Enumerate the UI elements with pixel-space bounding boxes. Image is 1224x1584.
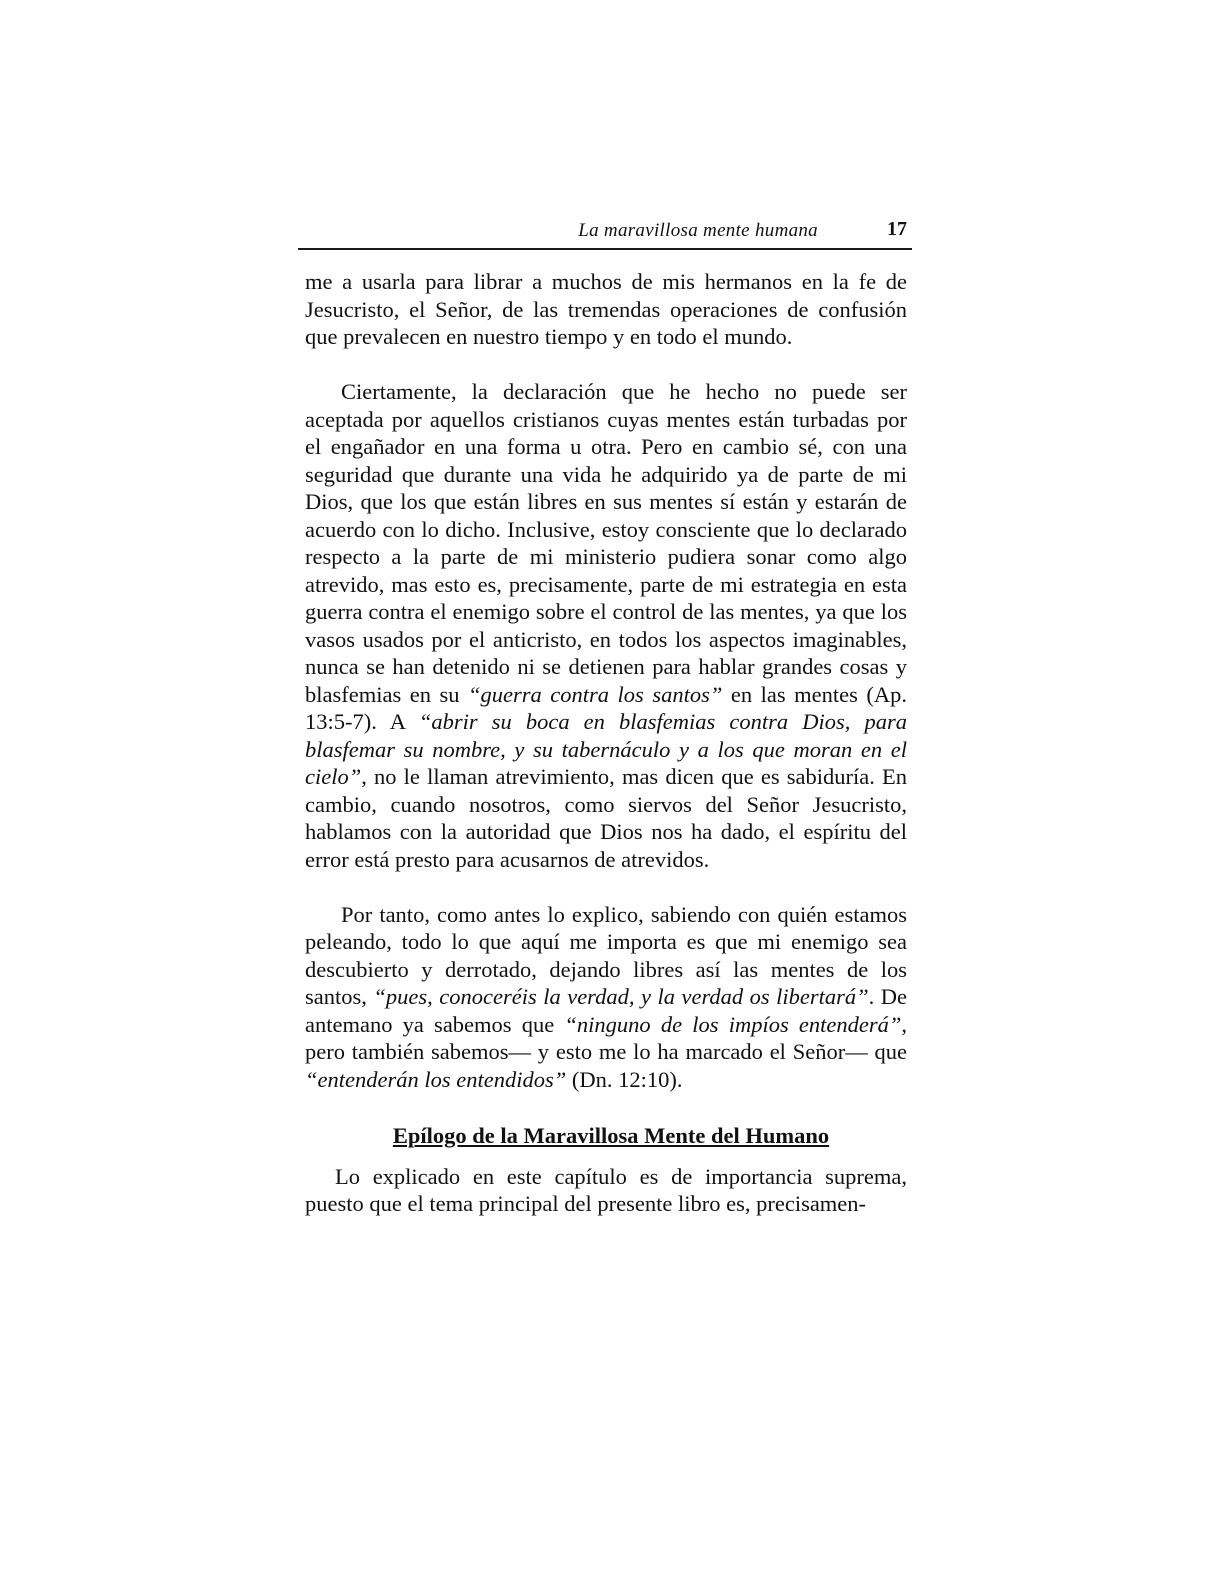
paragraph-text: me a usarla para librar a muchos de mis hermanos en la fe de Jesucristo, el Señor, de las tremendas operaciones de confusión que prevalecen en nuestro tiempo y en todo el mundo. — [305, 269, 907, 349]
paragraph-text: Por tanto, como antes lo explico, sabiendo con quién estamos peleando, todo lo que aquí me importa es que mi enemigo sea descubierto y derrotado, dejando libres así las mentes de los santos, — [305, 901, 907, 1009]
section-heading: Epílogo de la Maravillosa Mente del Humano — [392, 1122, 830, 1148]
paragraph-text: Lo explicado en este capítulo es de importancia suprema, puesto que el tema principal del presente libro es, precisamen- — [305, 1163, 907, 1216]
paragraph-text: , no le llaman atrevimiento, mas dicen que es sabiduría. En cambio, cuando nosotros, como siervos del Señor Jesucristo, hablamos con la autoridad que Dios nos ha dado, el espíritu del error está presto para acusarnos de atrevidos. — [305, 764, 907, 872]
paragraph-continued — [305, 268, 907, 351]
paragraph-text: . De antemano ya sabemos que — [305, 984, 907, 1037]
text-column — [305, 268, 907, 1218]
paragraph-ciertamente — [305, 378, 907, 873]
page-number: 17 — [887, 218, 907, 240]
paragraph-text: (Dn. 12:10). — [566, 1066, 683, 1092]
paragraph-text: , pero también sabemos— y esto me lo ha marcado el Señor— que — [305, 1011, 908, 1064]
quote-text: “entenderán los entendidos” — [305, 1066, 567, 1092]
page-header — [298, 218, 912, 250]
running-title: La maravillosa mente humana — [578, 220, 818, 241]
paragraph-por-tanto — [305, 901, 907, 1094]
paragraph-text: Ciertamente, la declaración que he hecho no puede ser aceptada por aquellos cristianos cuyas mentes están turbadas por el engañador en una forma u otra. Pero en cambio sé, con una seguridad que durante una vida he adquirido ya de parte de mi Dios, que los que están libres en sus mentes sí están y estarán de acuerdo con lo dicho. Inclusive, estoy consciente que lo declarado respecto a la parte de mi ministerio pudiera sonar como algo atrevido, mas esto es, precisamente, parte de mi estrategia en esta guerra contra el enemigo sobre el control de las mentes, ya que los vasos usados por el anticristo, en todos los aspectos imaginables, nunca se han detenido ni se detienen para hablar grandes cosas y blasfemias en su — [305, 379, 907, 707]
quote-text: “ninguno de los impíos entenderá” — [564, 1011, 902, 1037]
quote-text: “abrir su boca en blasfemias contra Dios, para blasfemar su nombre, y su tabernáculo y a los que moran en el cielo” — [305, 709, 907, 789]
paragraph-text: en las mentes (Ap. 13:5-7). A — [305, 681, 907, 734]
paragraph-epilogo — [305, 1163, 907, 1218]
quote-text: “pues, conoceréis la verdad, y la verdad os libertará” — [373, 984, 869, 1009]
quote-text: “guerra contra los santos” — [468, 681, 723, 707]
